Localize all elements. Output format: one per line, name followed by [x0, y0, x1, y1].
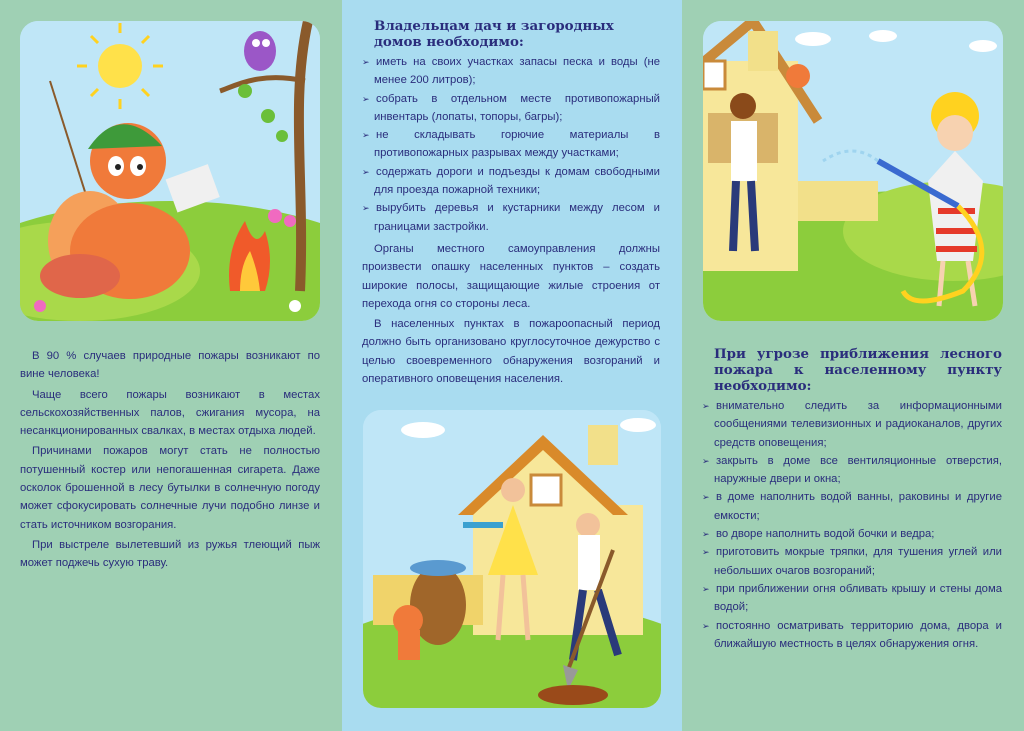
bird-icon: [244, 31, 276, 71]
list-item: ➢ собрать в отдельном месте противопожарный инвентарь (лопаты, топоры, багры);: [362, 90, 660, 127]
man-icon: [730, 93, 756, 119]
illustration-hose: [703, 21, 1003, 321]
list-item: ➢ в доме наполнить водой ванны, раковины и другие емкости;: [702, 488, 1002, 525]
man-icon: [576, 513, 600, 537]
paragraph: Причинами пожаров могут стать не полностью потушенный костер или непогашенная сигарета. Даже осколок брошенной в лесу бутылки в солнечную погоду может сфокусировать солнечные лучи подобно линзе и стать источником возгорания.: [20, 445, 320, 531]
paragraph: При выстреле вылетевший из ружья тлеющий пыж может поджечь сухую траву.: [20, 538, 320, 570]
sun-icon: [98, 44, 142, 88]
paragraph: В 90 % случаев природные пожары возникают по вине человека!: [20, 350, 320, 381]
list-item: ➢ содержать дороги и подъезды к домам свободными для проезда пожарной техники;: [362, 163, 660, 200]
middle-text: [362, 18, 660, 390]
cat-icon: [786, 64, 810, 88]
middle-heading: Владельцам дач и загородных домов необходимо:: [374, 18, 614, 50]
right-heading: При угрозе приближения лесного пожара к населенному пункту необходимо:: [714, 346, 1002, 394]
list-item: ➢ внимательно следить за информационными сообщениями телевизионных и радиоканалов, других средств оповещения;: [702, 397, 1002, 452]
paragraph: Чаще всего пожары возникают в местах сельскохозяйственных палов, сжигания мусора, на несанкционированных свалках, в местах отдыха людей.: [20, 388, 320, 438]
list-item: ➢ постоянно осматривать территорию дома, двора и ближайшую местность в целях обнаружения огня.: [702, 617, 1002, 654]
list-item: ➢ иметь на своих участках запасы песка и воды (не менее 200 литров);: [362, 53, 660, 90]
list-item: ➢ закрыть в доме все вентиляционные отверстия, наружные двери и окна;: [702, 452, 1002, 489]
right-panel: [682, 0, 1024, 731]
right-text: [702, 346, 1002, 653]
list-item: ➢ вырубить деревья и кустарники между лесом и границами застройки.: [362, 199, 660, 236]
paragraph: В населенных пунктах в пожароопасный период должно быть организовано круглосуточное дежурство с целью своевременного обнаружения возгораний и оперативного оповещения населения.: [362, 318, 660, 386]
list-item: ➢ при приближении огня обливать крышу и стены дома водой;: [702, 580, 1002, 617]
list-item: ➢ не складывать горючие материалы в противопожарных разрывах между участками;: [362, 126, 660, 163]
left-text: [20, 347, 320, 575]
illustration-cat-fire: [20, 21, 320, 321]
woman-icon: [501, 478, 525, 502]
list-item: ➢ во дворе наполнить водой бочки и ведра;: [702, 525, 1002, 543]
left-panel: [0, 0, 342, 731]
list-item: ➢ приготовить мокрые тряпки, для тушения углей или небольших очагов возгораний;: [702, 543, 1002, 580]
paragraph: Органы местного самоуправления должны произвести опашку населенных пунктов – создать широкие полосы, защищающие жилые строения от перехода огня со стороны леса.: [362, 242, 660, 310]
middle-panel: [342, 0, 682, 731]
illustration-house-garden: [363, 410, 661, 708]
